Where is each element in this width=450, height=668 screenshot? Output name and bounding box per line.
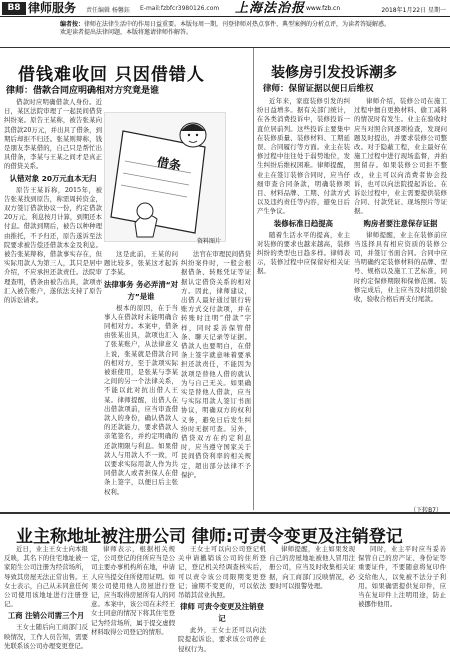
article-2-text-b: 随着生活水平的提高，业主对装修的要求也越来越高，装修纠纷的类型也日趋多样。律师表示，装修过程中应保留好相关证据。: [257, 230, 350, 276]
article-3-column-4: [269, 545, 355, 665]
rule-column: [253, 48, 254, 510]
section-title: 律师服务: [28, 1, 77, 15]
notice-line-1: 律师在法律生活中的作用日益重要。本版每周一期，刊登律师对热点事件、典型案例的分析点评，为读者答疑解惑。: [84, 21, 391, 28]
article-3-text-d: 王女士可以向公司登记机关申请撤销该公司的住所登记，登记机关经调查核实后，可以责令该公司限期变更登记；逾期不变更的，可以依法吊销其营业执照。: [178, 545, 266, 600]
article-3-text-c: 律师表示，根据相关规定，公司登记的住所应当是公司主要办事机构所在地，申请人应当提交住所使用证明。如果公司使用他人房屋进行登记，应当取得房屋所有人的同意。本案中，该公司在未经王女士同意的情况下将其住宅登记为经营场所，属于提交虚假材料取得公司登记的情形。: [91, 545, 175, 636]
article-2-text-a: 近年来，家庭装修引发的纠纷日益增多。据有关部门统计，在各类消费投诉中，装修投诉一直位居前列。这些投诉主要集中在装修质量、装修材料、工期延误、合同履行等方面。业主在装修过程中往往处于弱势地位，发生纠纷后维权困难。律师提醒，业主在签订装修合同时，应当仔细审查合同条款，明确装修项目、材料品牌、工期、付款方式以及违约责任等内容，避免日后产生争议。: [257, 97, 350, 216]
article-3-text-b: 王女士随后向工商部门反映情况，工作人员告知，需要先联系该公司办理变更登记。: [4, 623, 88, 650]
article-1-text-e: 法官在审理民间借贷纠纷案件时，一般会根据借条、转账凭证等证据认定借贷关系的相对方。因此，律师建议，出借人最好通过银行转账方式交付款项，并在转账时注明“借款”字样，同时妥善保管借条、聊天记录等证据。借款人也要明白，在借条上签字就意味着要承担还款责任，不能因为款项是替他人借的就认为与自己无关。如果确实是替他人借款，应当与实际用款人签订书面协议，明确双方的权利义务，避免日后发生纠纷时无据可查。另外，借贷双方在约定利息时，应当遵守国家关于民间借贷利率的相关规定，超出部分法律不予保护。: [181, 250, 251, 479]
article-3-text-f: 律师提醒，业主如果发现自己的房屋地址被他人冒用注册公司，应当及时收集相关证据，向工商部门反映情况，必要时可以报警处理。: [269, 545, 355, 590]
article-1-column-2: [104, 250, 178, 508]
rule-top: [0, 47, 450, 48]
notice-label: 编者按：: [60, 21, 85, 28]
editor-notice: [60, 21, 440, 37]
article-1-subhead: 律师：借款合同应明确相对方究竟是谁: [6, 86, 160, 96]
article-1-crosshead-1: 认错对象 20万元血本无归: [9, 173, 97, 183]
article-1-column-1: [4, 98, 102, 508]
issue-date: 2018年1月22日 星期一: [381, 7, 446, 14]
article-1-text-b: 原告王某诉称，2015年，被告张某找到原告，称需周转资金，双方签订借款协议一份，约定借款20万元，利息按月计算，到期还本付息。借款到期后，被告以种种理由推托，不予归还，原告遂诉至法院要求被告偿还借款本金及利息。被告张某辩称，借款事实存在，但实际用款人为第三人，其只是居中介绍，不应承担还款责任。法院审理查明，借条由被告出具，款项亦汇入被告账户，遂依法支持了原告的诉讼请求。: [4, 185, 102, 305]
loan-illustration: [104, 112, 226, 242]
continued-note: （下转B7）: [410, 507, 442, 514]
article-2-headline: 装修房引发投诉潮多: [271, 65, 397, 81]
newspaper-url: www.fzb.cn: [306, 5, 341, 12]
article-1-headline: 借钱难收回 只因借错人: [18, 65, 205, 85]
article-3-column-2: [91, 545, 175, 665]
article-1-text-c: 这是此前，王某的问题比较多，张某这才起诉了李某。: [104, 250, 178, 277]
article-1-text-d: 根本的原因，在于当事人在借款时未能明确合同相对方。本案中，借条由张某出具，款项也汇入了张某账户，从法律意义上说，张某就是借款合同的相对方，至于款项实际被谁使用，是张某与李某之间的另一个法律关系，不能以此对抗出借人王某。律师提醒，出借人在出借款项前，应当审查借款人的身份，确认借款人的还款能力，要求借款人亲笔签名，并约定明确的还款期限与利息。如果借款人与用款人不一致，可以要求实际用款人作为共同借款人或者担保人在借条上签字，以便日后主张权利。: [104, 303, 178, 496]
masthead: [0, 0, 450, 17]
article-1-text-a: 借款时应明确借款人身份。近日，某区法院审理了一起民间借贷纠纷案。原告王某称，被告张某向其借款20万元，并出具了借条，到期后却拒不归还。张某则辩称，钱是朋友李某借的，自己只是帮忙出具借条，李某与王某之间才是真正的借贷关系。: [4, 98, 102, 171]
iou-caption: 借条: [155, 155, 182, 173]
article-2-text-c: 律师介绍，装修公司在施工过程中擅自更换材料、偷工减料的情况时有发生。业主在验收时应当对照合同逐项检查，发现问题及时提出，并要求装修公司整改。对于隐蔽工程，业主最好在施工过程中进行现场监督，并拍照留存。如果装修公司拒不整改，业主可以向消费者协会投诉，也可以向法院提起诉讼。在诉讼过程中，业主需要提供装修合同、付款凭证、现场照片等证据。: [354, 97, 447, 216]
article-3-column-5: [358, 545, 446, 665]
rule-middle: [0, 512, 450, 514]
article-1-column-3: [181, 250, 251, 508]
notice-line-2: 欢迎读者提出法律问题，本版将邀请律师作解答。: [60, 29, 193, 36]
article-3-crosshead-1: 工商 注销公司需三个月: [7, 611, 85, 621]
article-3-column-1: [4, 545, 88, 665]
article-2-crosshead-1: 装修标准日趋提高: [273, 218, 334, 228]
newspaper-name: 上海法治报: [235, 1, 306, 16]
photo-credit: 资料图片: [197, 238, 222, 245]
editor-email: E-mail:fzbfcr3980126.com: [140, 5, 220, 12]
article-3-headline: 业主称地址被注册公司 律师:可责令变更及注销登记: [16, 527, 403, 547]
article-3-text-e: 此外，王女士还可以向法院提起诉讼，要求该公司停止侵权行为。: [178, 626, 266, 653]
article-3-column-3: [178, 545, 266, 665]
iou-drawing: [105, 113, 226, 242]
article-2-crosshead-2: 购房者要注意保存证据: [363, 218, 438, 228]
editor-credit: 责任编辑 杨馨鈺: [86, 7, 130, 14]
article-2-text-d: 律师提醒，业主在装修前应当选择具有相应资质的装修公司，并签订书面合同。合同中应当明确约定装修材料的品牌、型号、规格以及施工工艺标准，同时约定保修期限和保修范围。装修完成后，业主应当及时组织验收，验收合格后再支付尾款。: [354, 230, 447, 304]
article-3-text-a: 近日，业主王女士向本报反映，其名下的住宅地址被一家陌生公司注册为经营场所，导致其房屋无法正常出售。王女士表示，自己从未同意任何公司使用该地址进行注册登记。: [4, 545, 88, 609]
article-2-subhead: 律师：保留证据以便日后维权: [263, 84, 374, 94]
article-2-column-2: [354, 97, 447, 507]
article-1-crosshead-2: 法律事务 务必弄清“对方”是谁: [104, 279, 178, 301]
section-logo: B8: [2, 2, 26, 15]
article-2-column-1: [257, 97, 350, 507]
article-3-crosshead-2: 律师 可责令变更及注销登记: [180, 602, 264, 624]
article-3-text-g: 同时，业主平时应当妥善保管自己的房产证、身份证等重要证件，不要随意将复印件交给他人，以免被不法分子利用。如果确需提供复印件，应当在复印件上注明用途，防止被挪作他用。: [358, 545, 446, 609]
